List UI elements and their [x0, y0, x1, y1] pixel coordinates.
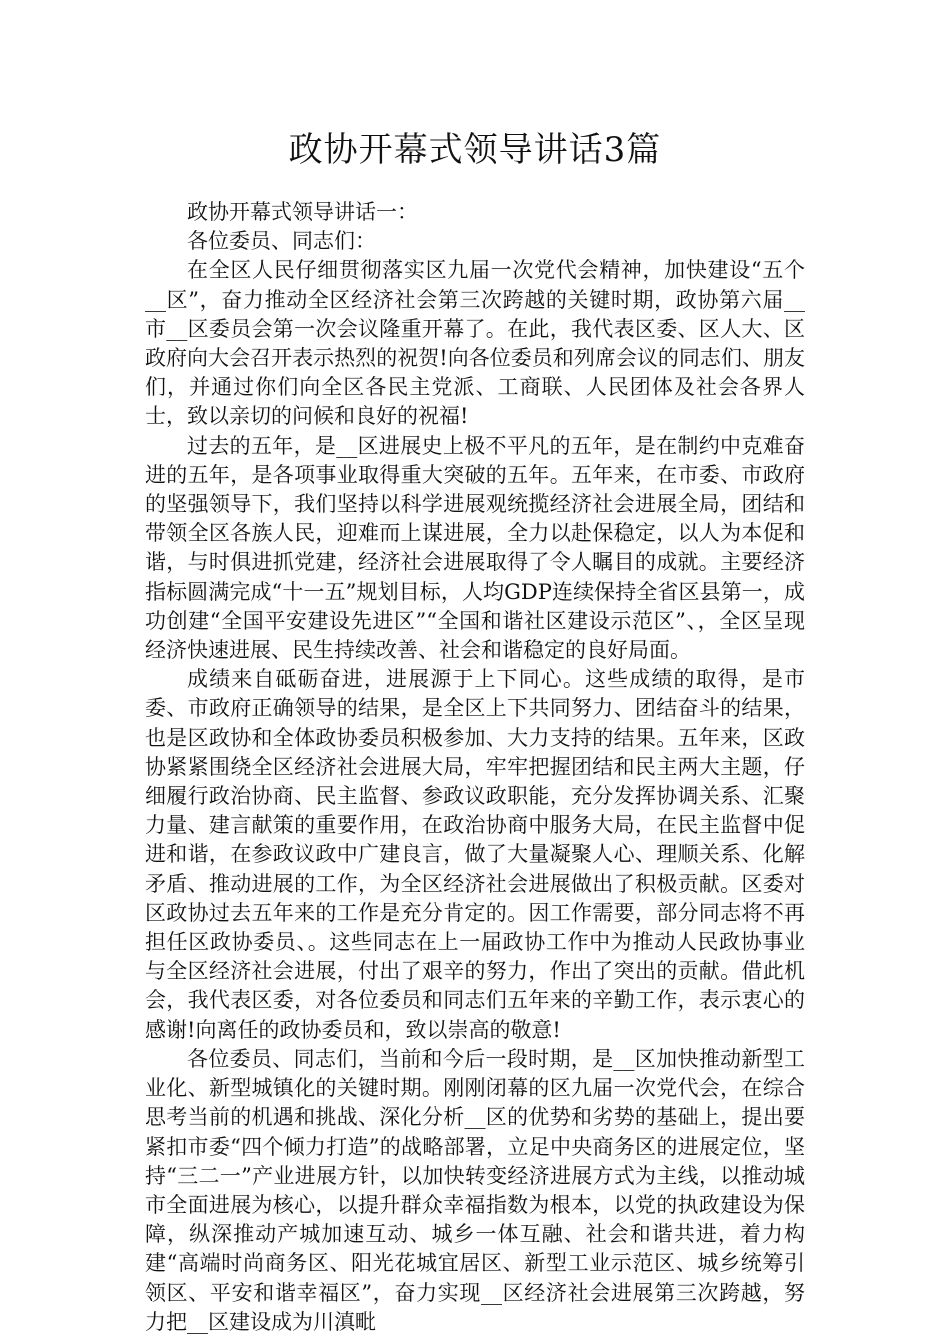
body-paragraph: 在全区人民仔细贯彻落实区九届一次党代会精神，加快建设“五个__区”，奋力推动全区经济社会第三次跨越的关键时期，政协第六届__市__区委员会第一次会议隆重开幕了。在此，我代表区委、区人大、区政府向大会召开表示热烈的祝贺!向各位委员和列席会议的同志们、朋友们，并通过你们向全区各民主党派、工商联、人民团体及社会各界人士，致以亲切的问候和良好的祝福!: [145, 258, 805, 429]
body-paragraph: 过去的五年，是__区进展史上极不平凡的五年，是在制约中克难奋进的五年，是各项事业取得重大突破的五年。五年来，在市委、市政府的坚强领导下，我们坚持以科学进展观统揽经济社会进展全局，团结和带领全区各族人民，迎难而上谋进展，全力以赴保稳定，以人为本促和谐，与时俱进抓党建，经济社会进展取得了令人瞩目的成就。主要经济指标圆满完成“十一五”规划目标，人均GDP连续保持全省区县第一，成功创建“全国平安建设先进区”“全国和谐社区建设示范区”、，全区呈现经济快速进展、民生持续改善、社会和谐稳定的良好局面。: [145, 433, 805, 663]
document-title: 政协开幕式领导讲话3篇: [288, 130, 662, 170]
salutation: 各位委员、同志们：: [187, 229, 376, 254]
document-body: [145, 198, 805, 1337]
section-heading: 政协开幕式领导讲话一：: [187, 200, 418, 224]
body-paragraph: 成绩来自砥砺奋进，进展源于上下同心。这些成绩的取得，是市委、市政府正确领导的结果，是全区上下共同努力、团结奋斗的结果，也是区政协和全体政协委员积极参加、大力支持的结果。五年来，区政协紧紧围绕全区经济社会进展大局，牢牢把握团结和民主两大主题，仔细履行政治协商、民主监督、参政议政职能，充分发挥协调关系、汇聚力量、建言献策的重要作用，在政治协商中服务大局，在民主监督中促进和谐，在参政议政中广建良言，做了大量凝聚人心、理顺关系、化解矛盾、推动进展的工作，为全区经济社会进展做出了积极贡献。区委对区政协过去五年来的工作是充分肯定的。因工作需要，部分同志将不再担任区政协委员、。这些同志在上一届政协工作中为推动人民政协事业与全区经济社会进展，付出了艰辛的努力，作出了突出的贡献。借此机会，我代表区委，对各位委员和同志们五年来的辛勤工作，表示衷心的感谢!向离任的政协委员和，致以崇高的敬意!: [145, 667, 805, 1042]
body-paragraph: 各位委员、同志们，当前和今后一段时期，是__区加快推动新型工业化、新型城镇化的关键时期。刚刚闭幕的区九届一次党代会，在综合思考当前的机遇和挑战、深化分析__区的优势和劣势的基础上，提出要紧扣市委“四个倾力打造”的战略部署，立足中央商务区的进展定位，坚持“三二一”产业进展方针，以加快转变经济进展方式为主线，以推动城市全面进展为核心，以提升群众幸福指数为根本，以党的执政建设为保障，纵深推动产城加速互动、城乡一体互融、社会和谐共进，着力构建“高端时尚商务区、阳光花城宜居区、新型工业示范区、城乡统筹引领区、平安和谐幸福区”，奋力实现__区经济社会进展第三次跨越，努力把__区建设成为川滇毗: [145, 1046, 805, 1334]
